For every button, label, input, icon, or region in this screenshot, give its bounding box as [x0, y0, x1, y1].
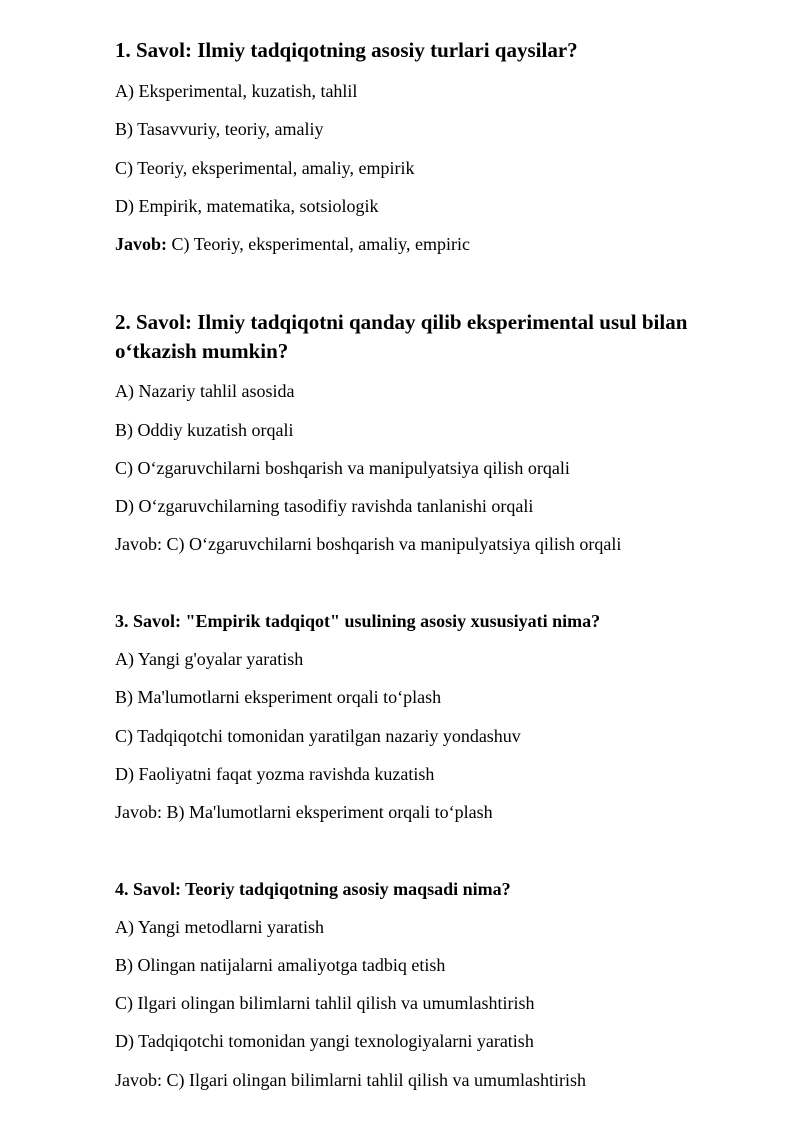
- option-d: D) Tadqiqotchi tomonidan yangi texnologiyalarni yaratish: [115, 1031, 534, 1051]
- question-4: [115, 877, 715, 901]
- question-3: [115, 609, 715, 633]
- option-c: C) Teoriy, eksperimental, amaliy, empirik: [115, 158, 415, 178]
- question-title: 2. Savol: Ilmiy tadqiqotni qanday qilib eksperimental usul bilan o‘tkazish mumkin?: [115, 310, 688, 363]
- option-c: C) Ilgari olingan bilimlarni tahlil qilish va umumlashtirish: [115, 993, 535, 1013]
- question-1: [115, 36, 715, 65]
- answer-line: Javob: C) Ilgari olingan bilimlarni tahlil qilish va umumlashtirish: [115, 1070, 586, 1090]
- option-c: C) Tadqiqotchi tomonidan yaratilgan nazariy yondashuv: [115, 726, 521, 746]
- question-title: 3. Savol: "Empirik tadqiqot" usulining asosiy xususiyati nima?: [115, 611, 601, 631]
- option-a: A) Yangi g'oyalar yaratish: [115, 649, 304, 669]
- option-b: B) Ma'lumotlarni eksperiment orqali to‘plash: [115, 687, 442, 707]
- option-b: B) Oddiy kuzatish orqali: [115, 420, 294, 440]
- question-title: 4. Savol: Teoriy tadqiqotning asosiy maqsadi nima?: [115, 879, 511, 899]
- answer-text: C) Teoriy, eksperimental, amaliy, empiric: [167, 234, 470, 254]
- question-2: [115, 308, 715, 366]
- option-a: A) Nazariy tahlil asosida: [115, 381, 295, 401]
- option-a: A) Eksperimental, kuzatish, tahlil: [115, 81, 358, 101]
- answer-line: Javob: B) Ma'lumotlarni eksperiment orqali to‘plash: [115, 802, 493, 822]
- answer-label: Javob:: [115, 234, 168, 254]
- option-a: A) Yangi metodlarni yaratish: [115, 917, 324, 937]
- option-d: D) Faoliyatni faqat yozma ravishda kuzatish: [115, 764, 435, 784]
- answer-line: Javob: C) O‘zgaruvchilarni boshqarish va manipulyatsiya qilish orqali: [115, 534, 622, 554]
- option-d: D) O‘zgaruvchilarning tasodifiy ravishda tanlanishi orqali: [115, 496, 534, 516]
- option-d: D) Empirik, matematika, sotsiologik: [115, 196, 379, 216]
- question-title: 1. Savol: Ilmiy tadqiqotning asosiy turlari qaysilar?: [115, 38, 578, 62]
- option-b: B) Tasavvuriy, teoriy, amaliy: [115, 119, 324, 139]
- option-c: C) O‘zgaruvchilarni boshqarish va manipulyatsiya qilish orqali: [115, 458, 570, 478]
- answer-line: [115, 233, 470, 255]
- option-b: B) Olingan natijalarni amaliyotga tadbiq etish: [115, 955, 446, 975]
